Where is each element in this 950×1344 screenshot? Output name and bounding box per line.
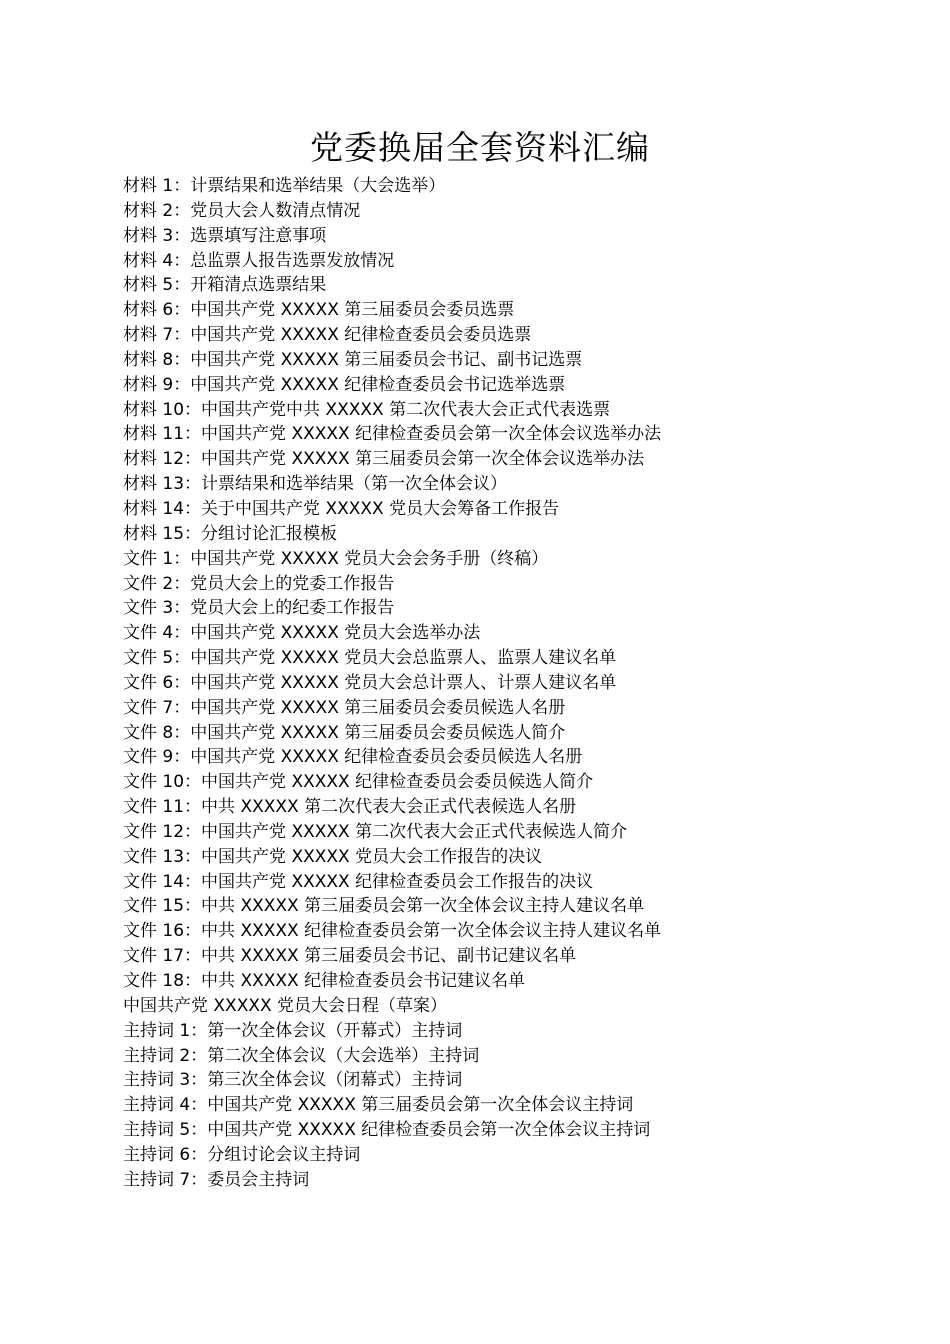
contents-item: 材料 5：开箱清点选票结果: [123, 275, 327, 296]
contents-item: 文件 3：党员大会上的纪委工作报告: [123, 598, 395, 619]
contents-item: 材料 14：关于中国共产党 XXXXX 党员大会筹备工作报告: [123, 498, 560, 519]
contents-item: 材料 1：计票结果和选举结果（大会选举）: [123, 176, 446, 196]
contents-item: 材料 7：中国共产党 XXXXX 纪律检查委员会委员选票: [123, 325, 532, 346]
document-title: 党委换届全套资料汇编: [310, 128, 650, 167]
contents-item: 文件 8：中国共产党 XXXXX 第三届委员会委员候选人简介: [123, 722, 566, 743]
contents-item: 材料 12：中国共产党 XXXXX 第三届委员会第一次全体会议选举办法: [123, 449, 645, 470]
contents-item: 材料 15：分组讨论汇报模板: [123, 523, 338, 544]
contents-item: 材料 2：党员大会人数清点情况: [123, 200, 361, 221]
contents-item: 文件 11：中共 XXXXX 第二次代表大会正式代表候选人名册: [123, 797, 577, 818]
contents-item: 文件 7：中国共产党 XXXXX 第三届委员会委员候选人名册: [123, 697, 566, 718]
contents-item: 主持词 1：第一次全体会议（开幕式）主持词: [123, 1020, 463, 1041]
contents-item: 中国共产党 XXXXX 党员大会日程（草案）: [123, 995, 448, 1016]
contents-item: 主持词 3：第三次全体会议（闭幕式）主持词: [123, 1070, 463, 1091]
contents-item: 材料 8：中国共产党 XXXXX 第三届委员会书记、副书记选票: [123, 349, 583, 370]
contents-item: 文件 1：中国共产党 XXXXX 党员大会会务手册（终稿）: [123, 548, 549, 569]
contents-item: 材料 11：中国共产党 XXXXX 纪律检查委员会第一次全体会议选举办法: [123, 424, 662, 445]
contents-item: 主持词 2：第二次全体会议（大会选举）主持词: [123, 1045, 480, 1066]
contents-item: 材料 6：中国共产党 XXXXX 第三届委员会委员选票: [123, 300, 515, 321]
contents-item: 文件 17：中共 XXXXX 第三届委员会书记、副书记建议名单: [123, 946, 577, 967]
contents-item: 文件 2：党员大会上的党委工作报告: [123, 573, 395, 594]
contents-item: 文件 14：中国共产党 XXXXX 纪律检查委员会工作报告的决议: [123, 871, 594, 892]
contents-item: 材料 9：中国共产党 XXXXX 纪律检查委员会书记选举选票: [123, 374, 566, 395]
contents-item: 材料 13：计票结果和选举结果（第一次全体会议）: [123, 474, 508, 495]
contents-item: 文件 10：中国共产党 XXXXX 纪律检查委员会委员候选人简介: [123, 772, 594, 793]
contents-item: 文件 5：中国共产党 XXXXX 党员大会总监票人、监票人建议名单: [123, 648, 617, 669]
contents-item: 文件 4：中国共产党 XXXXX 党员大会选举办法: [123, 623, 481, 644]
contents-item: 文件 15：中共 XXXXX 第三届委员会第一次全体会议主持人建议名单: [123, 896, 645, 917]
contents-item: 材料 4：总监票人报告选票发放情况: [123, 250, 395, 271]
contents-item: 文件 16：中共 XXXXX 纪律检查委员会第一次全体会议主持人建议名单: [123, 921, 662, 942]
contents-item: 主持词 4：中国共产党 XXXXX 第三届委员会第一次全体会议主持词: [123, 1095, 634, 1116]
contents-item: 文件 6：中国共产党 XXXXX 党员大会总计票人、计票人建议名单: [123, 672, 617, 693]
contents-item: 文件 12：中国共产党 XXXXX 第二次代表大会正式代表候选人简介: [123, 821, 628, 842]
contents-item: 主持词 6：分组讨论会议主持词: [123, 1144, 361, 1165]
contents-item: 主持词 5：中国共产党 XXXXX 纪律检查委员会第一次全体会议主持词: [123, 1120, 651, 1141]
contents-item: 文件 18：中共 XXXXX 纪律检查委员会书记建议名单: [123, 971, 526, 991]
contents-item: 主持词 7：委员会主持词: [123, 1169, 310, 1190]
contents-item: 文件 9：中国共产党 XXXXX 纪律检查委员会委员候选人名册: [123, 747, 583, 768]
contents-list: [123, 174, 661, 1193]
contents-item: 材料 10：中国共产党中共 XXXXX 第二次代表大会正式代表选票: [123, 399, 611, 420]
contents-item: 材料 3：选票填写注意事项: [123, 225, 327, 246]
contents-item: 文件 13：中国共产党 XXXXX 党员大会工作报告的决议: [123, 846, 543, 867]
